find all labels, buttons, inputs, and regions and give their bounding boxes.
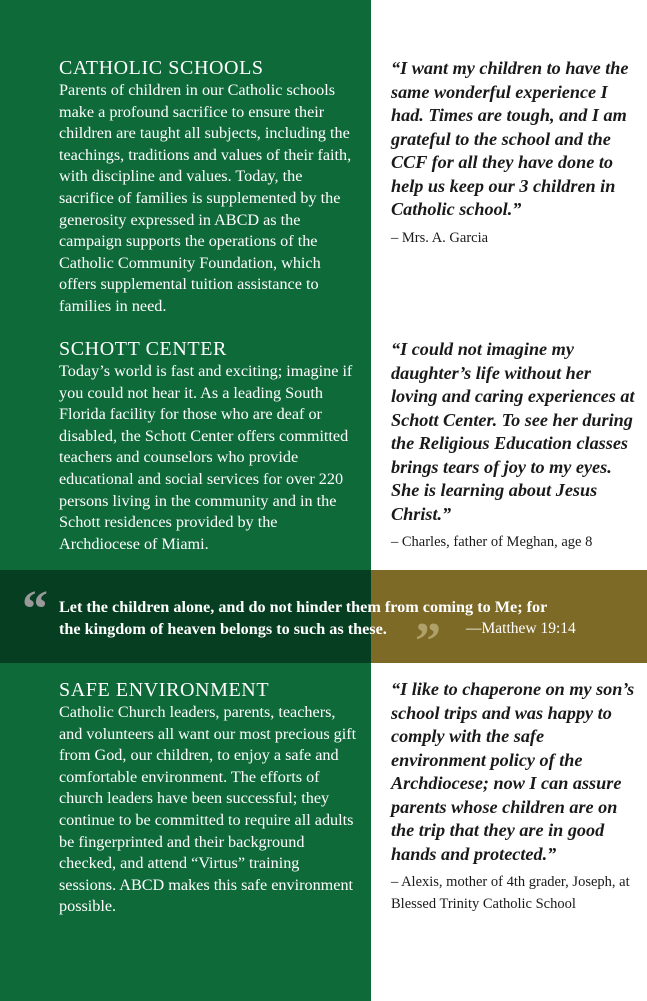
testimonial-text: “I like to chaperone on my son’s school trips and was happy to comply with the safe environment policy of the Archdiocese; now I can assure parents whose children are on the trip that they are in good hands and protected.”	[391, 679, 635, 864]
testimonial-garcia	[391, 57, 641, 249]
section-heading: SAFE ENVIRONMENT	[59, 679, 270, 701]
scripture-line-1: Let the children alone, and do not hinder them from coming to Me; for	[59, 598, 548, 616]
section-body: Parents of children in our Catholic schools make a profound sacrifice to ensure their children are taught all subjects, including the teachings, traditions and values of their faith, with discipline and values. Today, the sacrifice of families is supplemented by the generosity expressed in ABCD as the campaign supports the operations of the Catholic Community Foundation, which offers supplemental tuition assistance to families in need.	[59, 81, 352, 315]
section-body: Today’s world is fast and exciting; imagine if you could not hear it. As a leading South Florida facility for those who are deaf or disabled, the Schott Center offers committed teachers and counselors who provide educational and social services for over 220 persons living in the community and in the Schott residences provided by the Archdiocese of Miami.	[59, 362, 353, 553]
section-heading: SCHOTT CENTER	[59, 338, 227, 360]
section-catholic-schools	[59, 56, 359, 318]
scripture-banner	[0, 570, 647, 670]
scripture-attribution: —Matthew 19:14	[466, 620, 576, 637]
testimonial-attribution: – Alexis, mother of 4th grader, Joseph, at Blessed Trinity Catholic School	[391, 874, 630, 912]
open-quote-mark-icon: “	[22, 581, 48, 638]
section-schott-center	[59, 337, 359, 555]
section-heading: CATHOLIC SCHOOLS	[59, 57, 264, 79]
testimonial-charles	[391, 338, 641, 554]
testimonial-attribution: – Charles, father of Meghan, age 8	[391, 534, 593, 550]
testimonial-text: “I could not imagine my daughter’s life without her loving and caring experiences at Schott Center. To see her during the Religious Education classes brings tears of joy to my eyes. She is learning about Jesus Christ.”	[391, 339, 635, 524]
testimonial-attribution: – Mrs. A. Garcia	[391, 229, 489, 246]
section-safe-environment	[59, 678, 359, 918]
section-body: Catholic Church leaders, parents, teachers, and volunteers all want our most precious gift from God, our children, to enjoy a safe and comfortable environment. The efforts of church leaders have been successful; they continue to be committed to require all adults be fingerprinted and their background checked, and attend “Virtus” training sessions. ABCD makes this safe environment possible.	[59, 703, 357, 916]
scripture-line-2: the kingdom of heaven belongs to such as these.	[59, 620, 387, 638]
testimonial-alexis	[391, 678, 641, 915]
close-quote-mark-icon: ”	[415, 613, 441, 670]
testimonial-text: “I want my children to have the same wonderful experience I had. Times are tough, and I am grateful to the school and the CCF for all they have done to help us keep our 3 children in Catholic school.”	[391, 58, 629, 219]
